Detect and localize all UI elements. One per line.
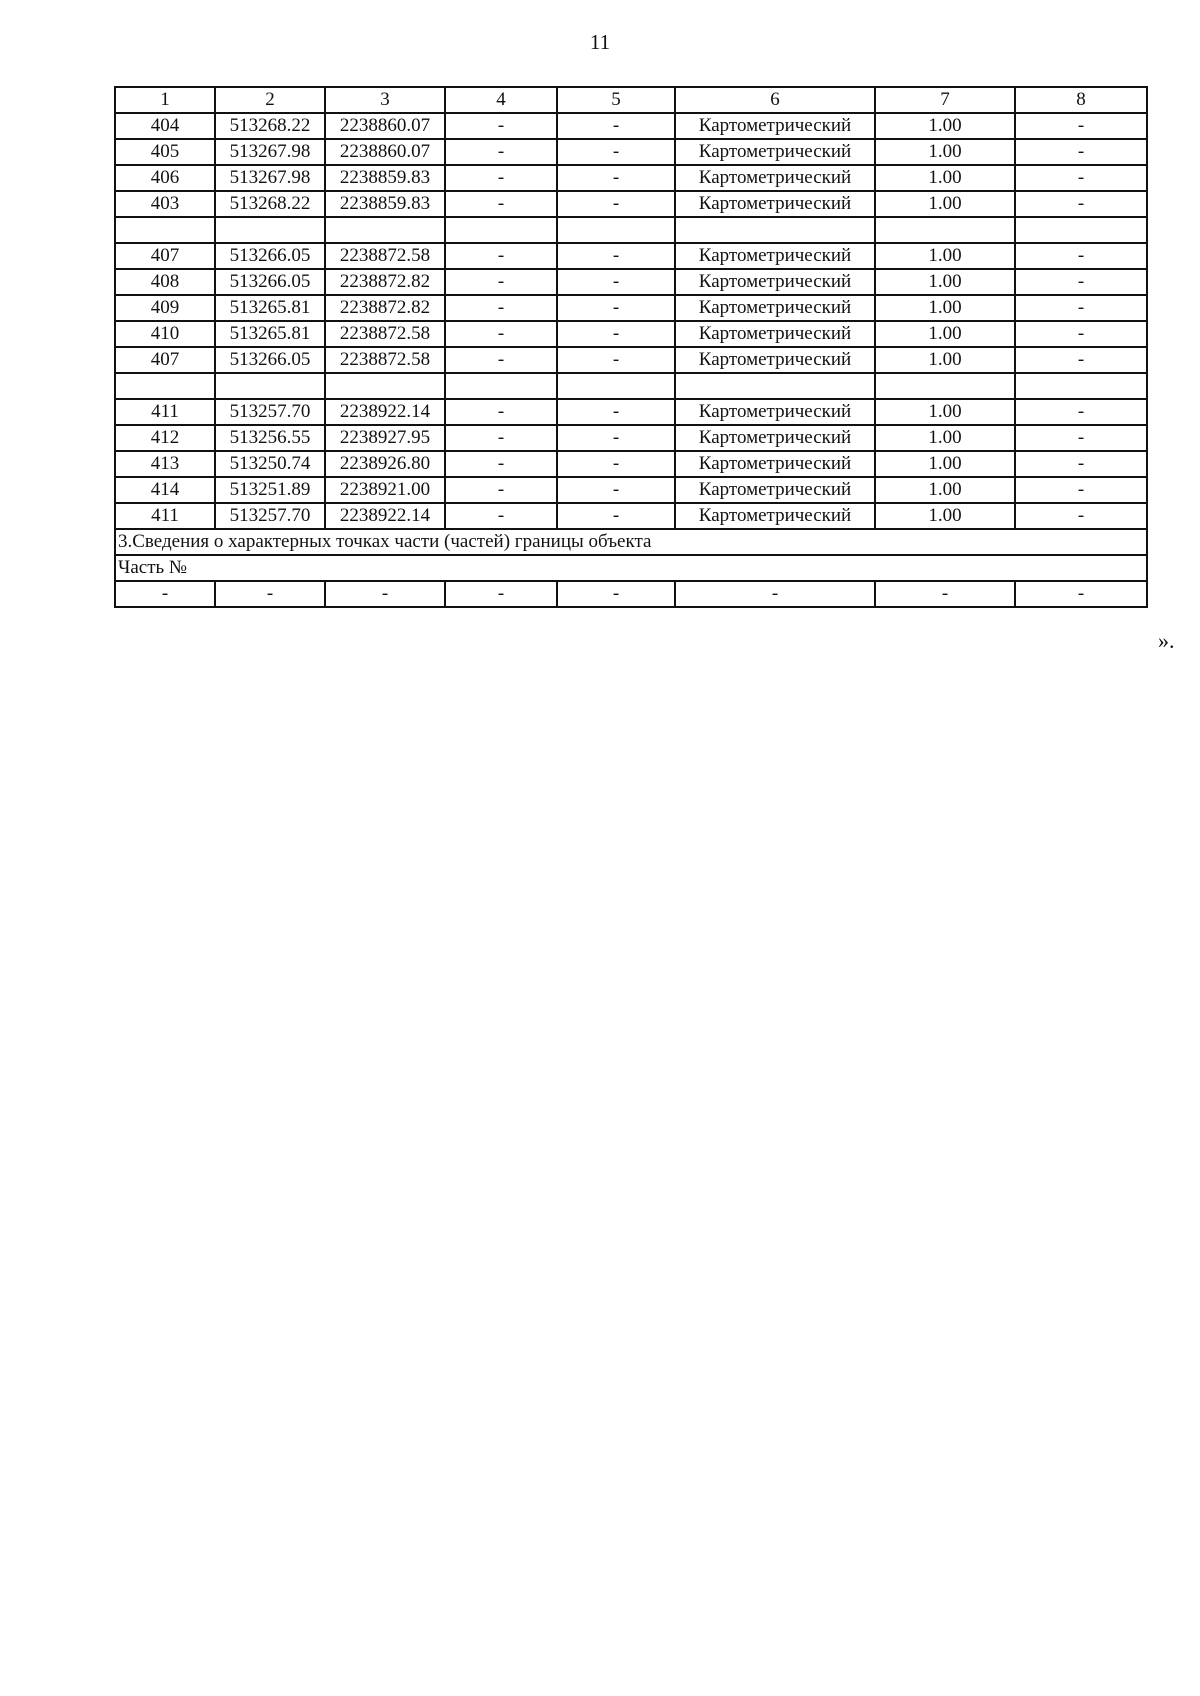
table-cell-col-7: 1.00	[875, 269, 1015, 295]
table-cell-col-7: 7	[875, 87, 1015, 113]
table-cell-col-2: 513265.81	[215, 321, 325, 347]
table-cell-col-5: -	[557, 295, 675, 321]
table-cell-col-6: Картометрический	[675, 165, 875, 191]
table-cell-col-2: 513266.05	[215, 243, 325, 269]
table-cell-col-8: -	[1015, 477, 1147, 503]
table-cell-col-2: 2	[215, 87, 325, 113]
table-cell-col-7: 1.00	[875, 477, 1015, 503]
table-cell-col-4: -	[445, 269, 557, 295]
empty-cell	[875, 373, 1015, 399]
table-cell-col-1: -	[115, 581, 215, 607]
table-separator-row	[115, 217, 1147, 243]
table-cell-col-2: 513265.81	[215, 295, 325, 321]
table-cell-col-1: 406	[115, 165, 215, 191]
table-cell-col-6: Картометрический	[675, 295, 875, 321]
table-cell-col-4: -	[445, 191, 557, 217]
page-number: 11	[589, 30, 611, 54]
table-cell-col-8: -	[1015, 139, 1147, 165]
table-cell-col-1: 411	[115, 399, 215, 425]
table-cell-col-7: 1.00	[875, 243, 1015, 269]
table-cell-col-1: 405	[115, 139, 215, 165]
empty-cell	[215, 373, 325, 399]
table-cell-col-4: -	[445, 113, 557, 139]
table-cell-col-8: -	[1015, 191, 1147, 217]
table-cell-col-3: 2238859.83	[325, 165, 445, 191]
section-title: 3.Сведения о характерных точках части (частей) границы объекта	[115, 529, 1147, 555]
table-cell-col-4: -	[445, 347, 557, 373]
table-row	[115, 477, 1147, 503]
table-final-row	[115, 581, 1147, 607]
table-cell-col-3: 3	[325, 87, 445, 113]
table-row	[115, 425, 1147, 451]
table-cell-col-7: 1.00	[875, 321, 1015, 347]
table-cell-col-7: 1.00	[875, 503, 1015, 529]
table-cell-col-3: 2238927.95	[325, 425, 445, 451]
table-cell-col-5: -	[557, 321, 675, 347]
table-cell-col-4: -	[445, 425, 557, 451]
table-cell-col-5: -	[557, 399, 675, 425]
table-cell-col-5: -	[557, 165, 675, 191]
table-cell-col-2: 513251.89	[215, 477, 325, 503]
table-cell-col-1: 1	[115, 87, 215, 113]
table-cell-col-2: 513257.70	[215, 503, 325, 529]
empty-cell	[1015, 373, 1147, 399]
table-cell-col-3: 2238872.58	[325, 321, 445, 347]
table-cell-col-1: 414	[115, 477, 215, 503]
table-cell-col-2: 513268.22	[215, 113, 325, 139]
table-cell-col-5: -	[557, 477, 675, 503]
table-cell-col-2: 513250.74	[215, 451, 325, 477]
table-cell-col-4: 4	[445, 87, 557, 113]
table-header-row	[115, 87, 1147, 113]
section-title-row	[115, 529, 1147, 555]
empty-cell	[1015, 217, 1147, 243]
table-cell-col-4: -	[445, 321, 557, 347]
table-cell-col-2: 513266.05	[215, 269, 325, 295]
table-cell-col-8: -	[1015, 321, 1147, 347]
table-cell-col-8: -	[1015, 269, 1147, 295]
table-cell-col-6: Картометрический	[675, 191, 875, 217]
table-row	[115, 321, 1147, 347]
empty-cell	[675, 373, 875, 399]
table-row	[115, 503, 1147, 529]
table-cell-col-4: -	[445, 295, 557, 321]
table-cell-col-4: -	[445, 399, 557, 425]
table-cell-col-5: -	[557, 243, 675, 269]
table-cell-col-6: Картометрический	[675, 451, 875, 477]
part-label: Часть №	[115, 555, 1147, 581]
table-cell-col-3: -	[325, 581, 445, 607]
table-row	[115, 295, 1147, 321]
table-cell-col-7: -	[875, 581, 1015, 607]
table-cell-col-7: 1.00	[875, 113, 1015, 139]
table-cell-col-6: -	[675, 581, 875, 607]
table-cell-col-2: 513256.55	[215, 425, 325, 451]
table-row	[115, 269, 1147, 295]
table-row	[115, 347, 1147, 373]
table-cell-col-8: -	[1015, 165, 1147, 191]
empty-cell	[445, 217, 557, 243]
table-cell-col-3: 2238860.07	[325, 139, 445, 165]
table-row	[115, 139, 1147, 165]
table-cell-col-2: 513268.22	[215, 191, 325, 217]
table-cell-col-4: -	[445, 243, 557, 269]
table-cell-col-6: Картометрический	[675, 503, 875, 529]
table-cell-col-3: 2238922.14	[325, 503, 445, 529]
table-cell-col-2: -	[215, 581, 325, 607]
table-cell-col-4: -	[445, 165, 557, 191]
empty-cell	[445, 373, 557, 399]
table-cell-col-7: 1.00	[875, 399, 1015, 425]
table-cell-col-7: 1.00	[875, 191, 1015, 217]
table-cell-col-6: Картометрический	[675, 269, 875, 295]
empty-cell	[115, 217, 215, 243]
table-cell-col-8: -	[1015, 243, 1147, 269]
table-row	[115, 191, 1147, 217]
table-cell-col-6: Картометрический	[675, 425, 875, 451]
table-cell-col-5: -	[557, 581, 675, 607]
table-cell-col-5: 5	[557, 87, 675, 113]
table-cell-col-1: 412	[115, 425, 215, 451]
table-cell-col-6: 6	[675, 87, 875, 113]
part-label-row	[115, 555, 1147, 581]
table-cell-col-5: -	[557, 503, 675, 529]
table-cell-col-8: -	[1015, 503, 1147, 529]
table-cell-col-5: -	[557, 451, 675, 477]
table-cell-col-3: 2238872.82	[325, 269, 445, 295]
empty-cell	[115, 373, 215, 399]
coordinates-table	[114, 86, 1148, 608]
table-cell-col-8: -	[1015, 451, 1147, 477]
table-cell-col-4: -	[445, 477, 557, 503]
table-cell-col-6: Картометрический	[675, 243, 875, 269]
table-cell-col-8: -	[1015, 581, 1147, 607]
table-cell-col-8: -	[1015, 425, 1147, 451]
table-cell-col-8: -	[1015, 295, 1147, 321]
table-cell-col-4: -	[445, 503, 557, 529]
table-cell-col-6: Картометрический	[675, 399, 875, 425]
table-cell-col-5: -	[557, 139, 675, 165]
table-cell-col-1: 410	[115, 321, 215, 347]
empty-cell	[215, 217, 325, 243]
table-cell-col-2: 513257.70	[215, 399, 325, 425]
table-cell-col-4: -	[445, 451, 557, 477]
table-separator-row	[115, 373, 1147, 399]
table-row	[115, 399, 1147, 425]
coordinates-table-wrap	[114, 86, 1146, 608]
table-cell-col-1: 407	[115, 347, 215, 373]
table-cell-col-6: Картометрический	[675, 321, 875, 347]
table-cell-col-3: 2238872.82	[325, 295, 445, 321]
table-cell-col-6: Картометрический	[675, 477, 875, 503]
table-cell-col-3: 2238860.07	[325, 113, 445, 139]
empty-cell	[557, 373, 675, 399]
table-cell-col-7: 1.00	[875, 347, 1015, 373]
table-cell-col-6: Картометрический	[675, 139, 875, 165]
table-cell-col-3: 2238926.80	[325, 451, 445, 477]
table-cell-col-5: -	[557, 347, 675, 373]
table-cell-col-1: 409	[115, 295, 215, 321]
table-cell-col-3: 2238872.58	[325, 243, 445, 269]
table-cell-col-8: -	[1015, 113, 1147, 139]
table-cell-col-4: -	[445, 581, 557, 607]
table-cell-col-3: 2238921.00	[325, 477, 445, 503]
table-cell-col-8: 8	[1015, 87, 1147, 113]
empty-cell	[875, 217, 1015, 243]
table-cell-col-1: 407	[115, 243, 215, 269]
table-cell-col-6: Картометрический	[675, 347, 875, 373]
table-cell-col-2: 513266.05	[215, 347, 325, 373]
table-row	[115, 243, 1147, 269]
table-cell-col-7: 1.00	[875, 295, 1015, 321]
table-cell-col-7: 1.00	[875, 165, 1015, 191]
table-cell-col-8: -	[1015, 399, 1147, 425]
empty-cell	[675, 217, 875, 243]
table-cell-col-1: 408	[115, 269, 215, 295]
table-cell-col-7: 1.00	[875, 451, 1015, 477]
table-cell-col-2: 513267.98	[215, 139, 325, 165]
table-cell-col-5: -	[557, 425, 675, 451]
table-cell-col-7: 1.00	[875, 139, 1015, 165]
empty-cell	[557, 217, 675, 243]
table-row	[115, 165, 1147, 191]
table-cell-col-4: -	[445, 139, 557, 165]
table-row	[115, 113, 1147, 139]
empty-cell	[325, 373, 445, 399]
table-cell-col-2: 513267.98	[215, 165, 325, 191]
table-cell-col-1: 413	[115, 451, 215, 477]
table-row	[115, 451, 1147, 477]
table-cell-col-7: 1.00	[875, 425, 1015, 451]
closing-quote: ».	[1158, 628, 1175, 653]
table-cell-col-1: 404	[115, 113, 215, 139]
table-cell-col-3: 2238872.58	[325, 347, 445, 373]
table-cell-col-1: 403	[115, 191, 215, 217]
table-cell-col-3: 2238922.14	[325, 399, 445, 425]
table-cell-col-1: 411	[115, 503, 215, 529]
table-cell-col-5: -	[557, 269, 675, 295]
table-cell-col-6: Картометрический	[675, 113, 875, 139]
empty-cell	[325, 217, 445, 243]
table-cell-col-5: -	[557, 113, 675, 139]
table-cell-col-8: -	[1015, 347, 1147, 373]
table-cell-col-3: 2238859.83	[325, 191, 445, 217]
table-cell-col-5: -	[557, 191, 675, 217]
